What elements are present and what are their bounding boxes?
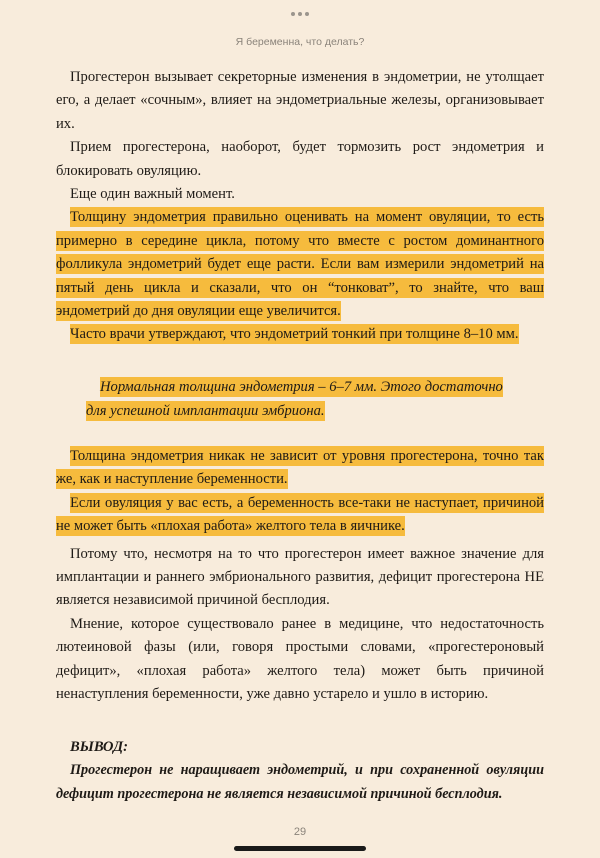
- page-content: [56, 66, 544, 806]
- paragraph: Прием прогестерона, наоборот, будет тормозить рост эндометрия и блокировать овуляцию.: [56, 139, 544, 179]
- highlight[interactable]: Толщину эндометрия правильно оценивать на момент овуляции, то есть примерно в середине цикла, потому что вместе с ростом доминантного фолликула эндометрий будет еще расти. Если вам измерили эндометрий на пятый день цикла и сказали, что он “тонковат”, то знайте, что ваш эндометрий до дня овуляции еще увеличится.: [56, 209, 544, 320]
- callout-quote[interactable]: [86, 375, 514, 423]
- page-number: 29: [293, 826, 307, 838]
- highlight[interactable]: Толщина эндометрия никак не зависит от уровня прогестерона, точно так же, как и наступление беременности.: [56, 447, 544, 488]
- paragraph: Мнение, которое существовало ранее в медицине, что недостаточность лютеиновой фазы (или, говоря простыми словами, «прогестероновый дефицит», «плохая работа» желтого тела) может быть причиной ненаступления беременности, уже давно устарело и ушло в историю.: [56, 615, 544, 702]
- highlight[interactable]: Нормальная толщина эндометрия – 6–7 мм. Этого достаточно для успешной имплантации эмбриона.: [86, 378, 503, 419]
- highlighted-paragraph[interactable]: [56, 323, 544, 346]
- conclusion-title: ВЫВОД:: [70, 739, 128, 756]
- more-options-icon[interactable]: [0, 3, 600, 21]
- highlighted-paragraph[interactable]: [56, 206, 544, 323]
- highlight[interactable]: Часто врачи утверждают, что эндометрий тонкий при толщине 8–10 мм.: [70, 326, 519, 343]
- book-title: Я беременна, что делать?: [235, 36, 365, 48]
- paragraph: Прогестерон вызывает секреторные изменения в эндометрии, не утолщает его, а делает «сочным», влияет на эндометриальные железы, организовывает их.: [56, 69, 544, 132]
- paragraph: Потому что, несмотря на то что прогестерон имеет важное значение для имплантации и раннего эмбрионального развития, дефицит прогестерона НЕ является независимой причиной бесплодия.: [56, 545, 544, 609]
- highlighted-paragraph[interactable]: [56, 492, 544, 539]
- home-indicator[interactable]: [234, 846, 366, 851]
- paragraph: Еще один важный момент.: [70, 186, 235, 203]
- conclusion-block: [56, 736, 544, 806]
- highlight[interactable]: Если овуляция у вас есть, а беременность все-таки не наступает, причиной не может быть «плохая работа» желтого тела в яичнике.: [56, 494, 544, 535]
- conclusion-text: Прогестерон не наращивает эндометрий, и при сохраненной овуляции дефицит прогестерона не является независимой причиной бесплодия.: [56, 762, 544, 802]
- highlighted-paragraph[interactable]: [56, 445, 544, 492]
